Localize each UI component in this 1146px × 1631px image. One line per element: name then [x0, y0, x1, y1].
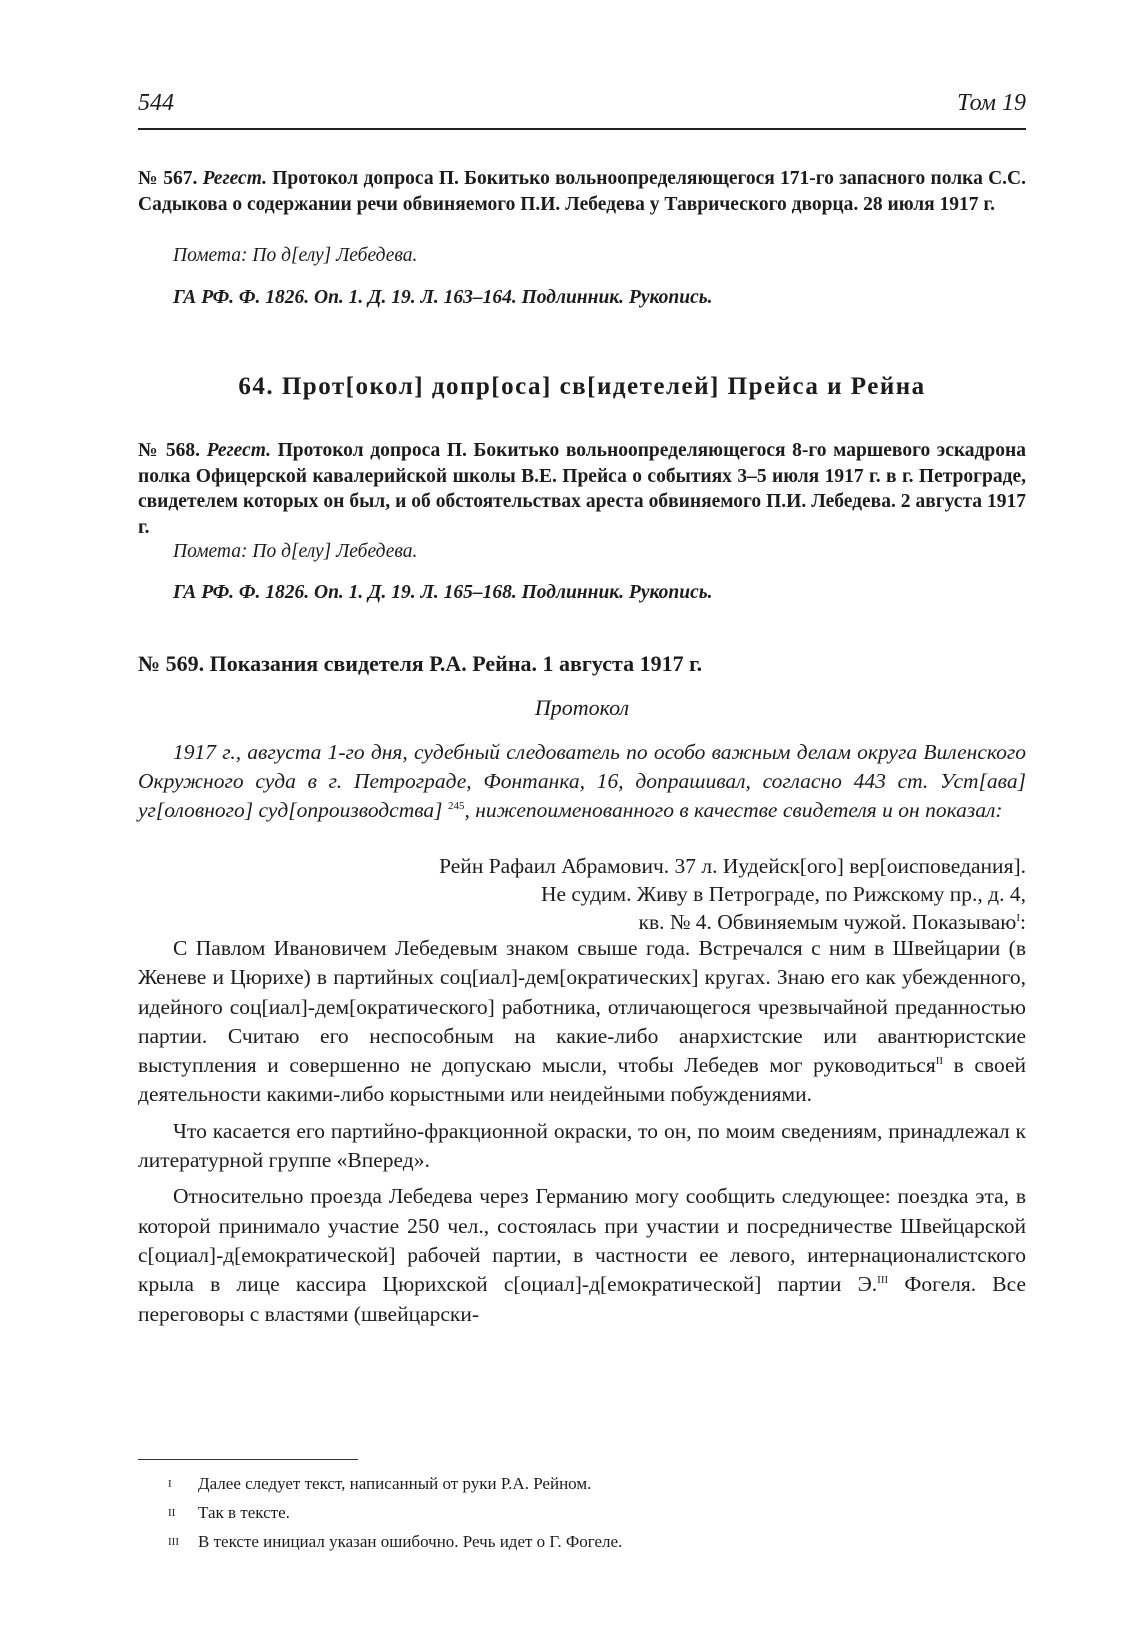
regest-567 — [138, 166, 1026, 217]
running-header — [138, 88, 1026, 130]
testimony-paragraph — [138, 1182, 1026, 1328]
regest-567-text: Протокол допроса П. Бокитько вольноопределяющегося 171-го запасного полка С.С. Садыкова о содержании речи обвиняемого П.И. Лебедева у Таврического дворца. 28 июля 1917 г. — [138, 168, 1026, 215]
witness-line — [138, 908, 1026, 936]
footnote-mark-III: III — [877, 1274, 889, 1287]
document-569-heading: № 569. Показания свидетеля Р.А. Рейна. 1 августа 1917 г. — [138, 651, 703, 676]
footnote — [168, 1473, 1026, 1495]
testimony-paragraph: Что касается его партийно-фракционной окраски, то он, по моим сведениям, принадлежал к литературной группе «Вперед». — [138, 1118, 1026, 1173]
witness-details — [138, 852, 1026, 936]
testimony-text: Фогеля. Все переговоры с властями (швейцарски- — [138, 1272, 1026, 1326]
footnote — [168, 1531, 1026, 1553]
testimony-paragraph — [138, 934, 1026, 1110]
witness-line-colon: : — [1020, 910, 1026, 934]
regest-568-number: № 568. — [138, 440, 201, 461]
footnote-text: Так в тексте. — [198, 1503, 290, 1522]
footnote-mark-I: I — [1016, 911, 1021, 924]
testimony-body — [138, 934, 1026, 1329]
endnote-ref-245: 245 — [447, 799, 465, 812]
protocol-label: Протокол — [534, 695, 630, 720]
protocol-intro — [138, 738, 1026, 825]
footnote — [168, 1502, 1026, 1524]
footnote-mark: I — [168, 1478, 172, 1490]
footnote-mark: III — [168, 1536, 179, 1548]
intro-text-b: , нижепоименованного в качестве свидетеля и он показал: — [464, 798, 1003, 822]
witness-line-text: кв. № 4. Обвиняемым чужой. Показываю — [638, 910, 1017, 934]
footnote-mark-II: II — [935, 1055, 944, 1068]
footnote-mark: II — [168, 1507, 176, 1519]
intro-text-a: 1917 г., августа 1-го дня, судебный следователь по особо важным делам округа Виленского Окружного суда в г. Петрограде, Фонтанка, 16, допрашивал, согласно 443 ст. Уст[ава] уг[оловного] суд[опроизводства] — [138, 740, 1026, 822]
footnote-text: В тексте инициал указан ошибочно. Речь идет о Г. Фогеле. — [198, 1532, 623, 1551]
regest-567-lead: Регест. — [202, 168, 267, 189]
witness-line: Рейн Рафаил Абрамович. 37 л. Иудейск[ого] вер[оисповедания]. — [439, 854, 1026, 878]
footnote-divider — [138, 1459, 358, 1460]
witness-line: Не судим. Живу в Петрограде, по Рижскому пр., д. 4, — [540, 882, 1026, 906]
regest-568 — [138, 438, 1026, 540]
page-number: 544 — [138, 90, 174, 116]
regest-567-number: № 567. — [138, 168, 198, 189]
regest-568-source: ГА РФ. Ф. 1826. Оп. 1. Д. 19. Л. 165–168. Подлинник. Рукопись. — [173, 582, 713, 603]
testimony-text: в своей деятельности какими-либо корыстными или неидейными побуждениями. — [138, 1053, 1027, 1107]
regest-568-lead: Регест. — [206, 440, 272, 461]
regest-568-text: Протокол допроса П. Бокитько вольноопределяющегося 8-го маршевого эскадрона полка Офицерской кавалерийской школы В.Е. Прейса о событиях 3–5 июля 1917 г. в г. Петрограде, свидетелем которых он был, и об обстоятельствах ареста обвиняемого П.И. Лебедева. 2 августа 1917 г. — [138, 440, 1026, 538]
regest-567-source: ГА РФ. Ф. 1826. Оп. 1. Д. 19. Л. 163–164. Подлинник. Рукопись. — [173, 287, 713, 308]
testimony-text: Относительно проезда Лебедева через Германию могу сообщить следующее: поездка эта, в которой принимало участие 250 чел., состоялась при участии и посредничестве Швейцарской с[оциал]-д[емократической] рабочей партии, в частности ее левого, интернационалистского крыла в лице кассира Цюрихской с[оциал]-д[емократической] партии Э. — [138, 1184, 1026, 1297]
section-title: 64. Прот[окол] допр[оса] св[идетелей] Прейса и Рейна — [238, 373, 926, 400]
regest-568-note: Помета: По д[елу] Лебедева. — [173, 541, 418, 562]
regest-567-note: Помета: По д[елу] Лебедева. — [173, 245, 418, 266]
testimony-text: С Павлом Ивановичем Лебедевым знаком свыше года. Встречался с ним в Швейцарии (в Женеве и Цюрихе) в партийных соц[иал]-дем[ократических] кругах. Знаю его как убежденного, идейного соц[иал]-дем[ократического] работника, отличающегося чрезвычайной преданностью партии. Считаю его неспособным на какие-либо анархистские или авантюристские выступления и совершенно не допускаю мысли, чтобы Лебедев мог руководиться — [138, 936, 1026, 1078]
footnote-text: Далее следует текст, написанный от руки Р.А. Рейном. — [198, 1474, 592, 1493]
volume-label: Том 19 — [957, 90, 1026, 116]
